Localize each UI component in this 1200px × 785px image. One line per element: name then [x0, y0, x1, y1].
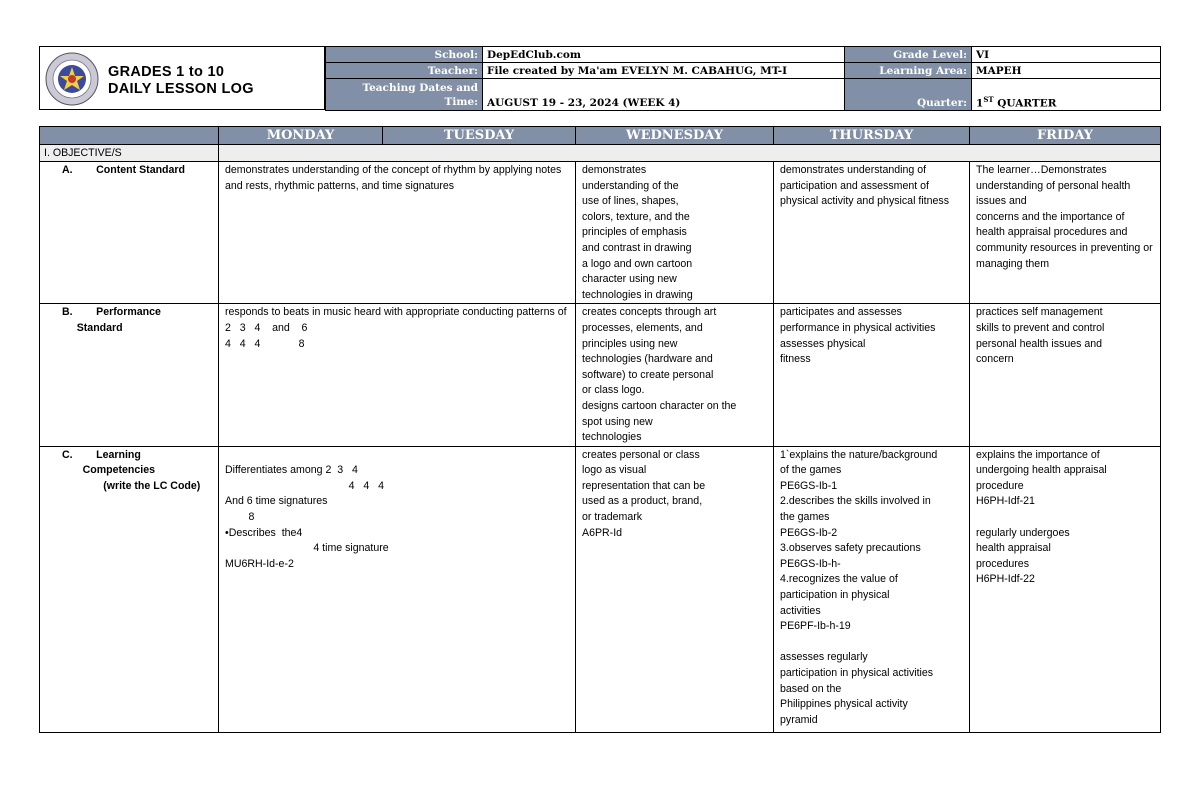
- quarter-superscript: ST: [983, 94, 994, 104]
- grade-level-value: VI: [972, 47, 1161, 63]
- header-title-block: [39, 46, 325, 110]
- deped-seal-logo: [45, 52, 99, 106]
- learning-competencies-mon-tue: Differentiates among 2 3 4 4 4 4 And 6 time signatures 8 •Describes the4 4 time signature MU6RH-Id-e-2: [219, 446, 576, 732]
- learning-competencies-thu: 1`explains the nature/background of the games PE6GS-Ib-1 2.describes the skills involved in the games PE6GS-Ib-2 3.observes safety precautions PE6GS-Ib-h- 4.recognizes the value of participation in physical activities PE6PF-Ib-h-19 assesses regularly participation in physical activities based on the Philippines physical activity pyramid: [774, 446, 970, 732]
- content-standard-row: [40, 162, 1161, 304]
- title-line1: GRADES 1 to 10: [108, 64, 225, 80]
- header-info-table: [325, 46, 1161, 111]
- content-standard-mon-tue: demonstrates understanding of the concept of rhythm by applying notes and rests, rhythmic patterns, and time signatures: [219, 162, 576, 304]
- teaching-dates-label-line1: Teaching Dates and: [362, 81, 478, 94]
- grade-level-label: Grade Level:: [845, 47, 972, 63]
- day-tuesday: TUESDAY: [383, 127, 576, 145]
- objectives-section-label: I. OBJECTIVE/S: [40, 145, 219, 162]
- learning-area-value: MAPEH: [972, 63, 1161, 79]
- day-monday: MONDAY: [219, 127, 383, 145]
- teaching-dates-label: [326, 79, 483, 111]
- content-standard-label: A. Content Standard: [40, 162, 219, 304]
- quarter-label: Quarter:: [845, 79, 972, 111]
- day-friday: FRIDAY: [970, 127, 1161, 145]
- learning-competencies-row: [40, 446, 1161, 732]
- performance-standard-mon-tue: responds to beats in music heard with appropriate conducting patterns of 2 3 4 and 6 4 4 4 8: [219, 304, 576, 446]
- performance-standard-thu: participates and assesses performance in physical activities assesses physical fitness: [774, 304, 970, 446]
- teaching-dates-label-line2: Time:: [444, 95, 478, 108]
- performance-standard-wed: creates concepts through art processes, elements, and principles using new technologies (hardware and software) to create personal or class logo. designs cartoon character on the spot using new technologies: [576, 304, 774, 446]
- days-header-blank: [40, 127, 219, 145]
- days-header-row: [40, 127, 1161, 145]
- quarter-text: QUARTER: [993, 97, 1057, 109]
- learning-competencies-wed: creates personal or class logo as visual representation that can be used as a product, brand, or trademark A6PR-Id: [576, 446, 774, 732]
- school-value: DepEdClub.com: [483, 47, 845, 63]
- quarter-number: 1: [976, 97, 984, 109]
- title-line2: DAILY LESSON LOG: [108, 81, 254, 97]
- school-label: School:: [326, 47, 483, 63]
- learning-competencies-fri: explains the importance of undergoing health appraisal procedure H6PH-Idf-21 regularly undergoes health appraisal procedures H6PH-Idf-22: [970, 446, 1161, 732]
- content-standard-fri: The learner…Demonstrates understanding of personal health issues and concerns and the importance of health appraisal procedures and community resources in preventing or managing them: [970, 162, 1161, 304]
- learning-competencies-label: C. Learning Competencies (write the LC Code): [40, 446, 219, 732]
- content-standard-wed: demonstrates understanding of the use of lines, shapes, colors, texture, and the principles of emphasis and contrast in drawing a logo and own cartoon character using new technologies in drawing: [576, 162, 774, 304]
- teacher-value: File created by Ma'am EVELYN M. CABAHUG, MT-I: [483, 63, 845, 79]
- teaching-dates-value: AUGUST 19 - 23, 2024 (WEEK 4): [483, 79, 845, 111]
- quarter-value: [972, 79, 1161, 111]
- performance-standard-label: B. Performance Standard: [40, 304, 219, 446]
- learning-area-label: Learning Area:: [845, 63, 972, 79]
- content-standard-thu: demonstrates understanding of participation and assessment of physical activity and physical fitness: [774, 162, 970, 304]
- lesson-log-table: [39, 126, 1161, 733]
- performance-standard-row: [40, 304, 1161, 446]
- day-thursday: THURSDAY: [774, 127, 970, 145]
- objectives-section-row: [40, 145, 1161, 162]
- objectives-section-blank: [219, 145, 1161, 162]
- day-wednesday: WEDNESDAY: [576, 127, 774, 145]
- teacher-label: Teacher:: [326, 63, 483, 79]
- performance-standard-fri: practices self management skills to prevent and control personal health issues and concern: [970, 304, 1161, 446]
